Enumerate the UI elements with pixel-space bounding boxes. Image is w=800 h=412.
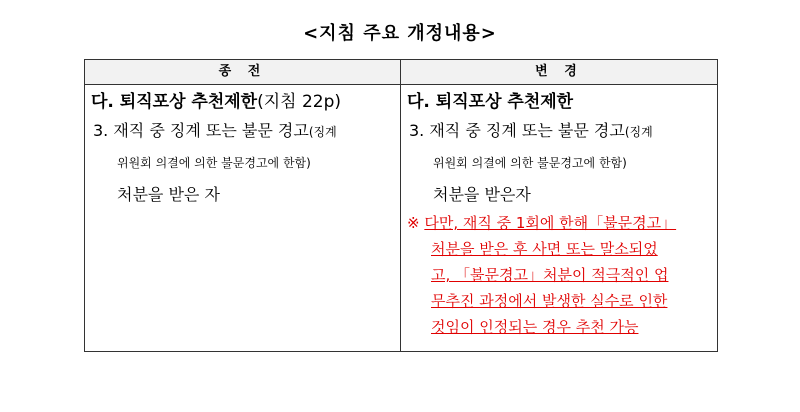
new-section-title: 다. 퇴직포상 추천제한 [407,92,574,112]
note-line: 것임이 인정되는 경우 추천 가능 [431,318,639,336]
old-section-ref: (지침 22p) [257,92,342,112]
new-item-end: 처분을 받은자 [433,185,531,204]
old-item [91,115,394,210]
note-line: 다만, 재직 중 1회에 한해「불문경고」 [424,214,677,232]
old-item-paren-2: 위원회 의결에 의한 불문경고에 한함) [117,156,311,170]
note-mark: ※ [407,214,425,232]
old-item-end: 처분을 받은 자 [117,185,220,204]
old-item-paren-1: (징계 [308,125,337,139]
old-content-cell [85,85,401,352]
note-line: 무추진 과정에서 발생한 실수로 인한 [431,292,668,310]
amendment-note [407,210,711,340]
old-section-heading [91,89,394,115]
new-item-main: 3. 재직 중 징계 또는 불문 경고 [409,121,625,140]
page-title: <지침 주요 개정내용> [303,23,497,44]
header-new: 변 경 [401,60,718,85]
comparison-table [84,59,718,352]
new-item-paren-1: (징계 [624,125,653,139]
note-line: 처분을 받은 후 사면 또는 말소되었 [431,240,658,258]
old-item-main: 3. 재직 중 징계 또는 불문 경고 [93,121,309,140]
new-item-paren-2: 위원회 의결에 의한 불문경고에 한함) [433,156,627,170]
old-section-title: 다. 퇴직포상 추천제한 [91,92,258,112]
header-old: 종 전 [85,60,401,85]
new-content-cell [401,85,718,352]
note-line: 고, 「불문경고」처분이 적극적인 업 [431,266,669,284]
new-item [407,115,711,210]
